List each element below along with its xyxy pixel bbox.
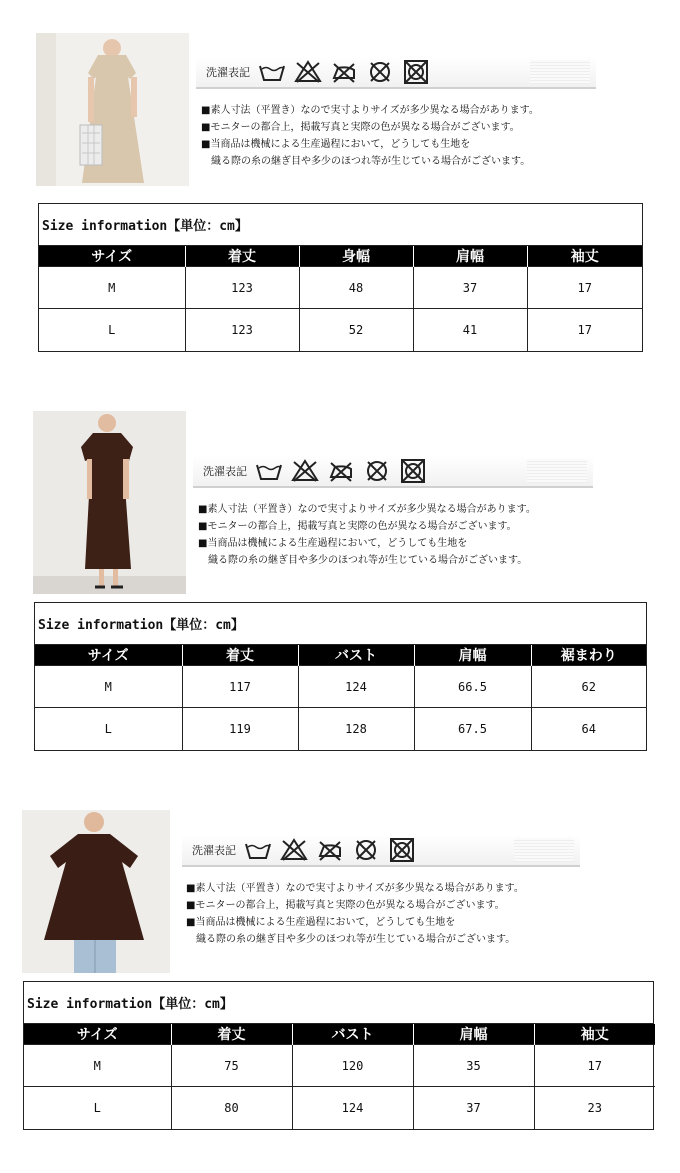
care-icons	[258, 60, 430, 84]
size-table-title: Size information【単位：cm】	[35, 603, 646, 645]
size-cell: L	[35, 708, 182, 750]
note-line: ■素人寸法（平置き）なので実寸よりサイズが多少異なる場合があります。	[201, 105, 539, 116]
table-cell: 23	[534, 1087, 655, 1129]
note-line: 織る際の糸の継ぎ目や多少のほつれ等が生じている場合がございます。	[201, 156, 531, 167]
size-table-header-row	[39, 246, 642, 267]
table-cell: 41	[413, 309, 527, 351]
column-header: 袖丈	[527, 246, 642, 267]
column-header: 肩幅	[413, 246, 527, 267]
no-bleach-icon	[280, 838, 308, 862]
size-table-box-1	[38, 203, 643, 352]
table-cell: 64	[531, 708, 646, 750]
column-header: 肩幅	[413, 1024, 534, 1045]
brown-dress-photo	[33, 411, 186, 594]
note-line: ■素人寸法（平置き）なので実寸よりサイズが多少異なる場合があります。	[186, 883, 524, 894]
care-label: 洗濯表記	[203, 465, 247, 478]
table-row	[35, 708, 646, 750]
table-row	[35, 666, 646, 708]
care-bar-shade	[514, 838, 574, 862]
no-tumble-dry-icon	[402, 60, 430, 84]
size-table-title: Size information【単位：cm】	[24, 982, 653, 1024]
care-icons	[255, 459, 427, 483]
no-bleach-icon	[291, 459, 319, 483]
no-iron-icon	[327, 459, 355, 483]
table-row	[24, 1045, 655, 1087]
note-line: ■モニターの都合上，掲載写真と実際の色が異なる場合がございます。	[186, 900, 505, 911]
size-table-box-3	[23, 981, 654, 1130]
table-cell: 124	[298, 666, 414, 708]
size-table	[24, 1024, 655, 1129]
product-photo-3	[22, 810, 170, 973]
table-cell: 62	[531, 666, 646, 708]
care-bar-shade	[527, 459, 587, 483]
note-line: ■素人寸法（平置き）なので実寸よりサイズが多少異なる場合があります。	[198, 504, 536, 515]
care-icons	[244, 838, 416, 862]
column-header: サイズ	[35, 645, 182, 666]
care-bar-shade	[530, 60, 590, 84]
table-cell: 75	[171, 1045, 292, 1087]
care-label: 洗濯表記	[192, 844, 236, 857]
brown-tunic-photo	[22, 810, 170, 973]
column-header: 身幅	[299, 246, 413, 267]
column-header: 袖丈	[534, 1024, 655, 1045]
note-line: 織る際の糸の継ぎ目や多少のほつれ等が生じている場合がございます。	[198, 555, 528, 566]
care-label-bar-2	[193, 456, 593, 488]
no-dry-clean-icon	[352, 838, 380, 862]
column-header: バスト	[298, 645, 414, 666]
note-line: ■当商品は機械による生産過程において，どうしても生地を	[186, 917, 456, 928]
size-cell: M	[35, 666, 182, 708]
table-cell: 119	[182, 708, 298, 750]
table-cell: 124	[292, 1087, 413, 1129]
column-header: サイズ	[24, 1024, 171, 1045]
no-dry-clean-icon	[366, 60, 394, 84]
table-row	[39, 267, 642, 309]
size-cell: L	[39, 309, 185, 351]
table-cell: 67.5	[414, 708, 531, 750]
size-table-header-row	[24, 1024, 655, 1045]
table-cell: 120	[292, 1045, 413, 1087]
size-cell: M	[39, 267, 185, 309]
note-line: ■当商品は機械による生産過程において，どうしても生地を	[198, 538, 468, 549]
table-cell: 123	[185, 267, 299, 309]
table-cell: 128	[298, 708, 414, 750]
size-table	[39, 246, 642, 351]
wash-tub-icon	[255, 459, 283, 483]
table-cell: 17	[527, 309, 642, 351]
table-cell: 37	[413, 1087, 534, 1129]
note-line: ■当商品は機械による生産過程において，どうしても生地を	[201, 139, 471, 150]
size-table-header-row	[35, 645, 646, 666]
notes-3	[186, 880, 524, 948]
no-tumble-dry-icon	[388, 838, 416, 862]
table-cell: 52	[299, 309, 413, 351]
size-cell: L	[24, 1087, 171, 1129]
no-iron-icon	[330, 60, 358, 84]
table-cell: 66.5	[414, 666, 531, 708]
size-table-box-2	[34, 602, 647, 751]
wash-tub-icon	[244, 838, 272, 862]
table-cell: 48	[299, 267, 413, 309]
table-row	[24, 1087, 655, 1129]
size-table	[35, 645, 646, 750]
notes-1	[201, 102, 539, 170]
product-photo-1	[36, 33, 189, 186]
column-header: バスト	[292, 1024, 413, 1045]
no-tumble-dry-icon	[399, 459, 427, 483]
no-dry-clean-icon	[363, 459, 391, 483]
note-line: ■モニターの都合上，掲載写真と実際の色が異なる場合がございます。	[201, 122, 520, 133]
table-cell: 17	[534, 1045, 655, 1087]
table-cell: 80	[171, 1087, 292, 1129]
column-header: 着丈	[171, 1024, 292, 1045]
notes-2	[198, 501, 536, 569]
table-cell: 123	[185, 309, 299, 351]
column-header: 着丈	[185, 246, 299, 267]
column-header: 肩幅	[414, 645, 531, 666]
table-cell: 37	[413, 267, 527, 309]
table-cell: 35	[413, 1045, 534, 1087]
note-line: 織る際の糸の継ぎ目や多少のほつれ等が生じている場合がございます。	[186, 934, 516, 945]
column-header: 裾まわり	[531, 645, 646, 666]
table-row	[39, 309, 642, 351]
table-cell: 17	[527, 267, 642, 309]
no-iron-icon	[316, 838, 344, 862]
column-header: 着丈	[182, 645, 298, 666]
care-label: 洗濯表記	[206, 66, 250, 79]
size-cell: M	[24, 1045, 171, 1087]
product-photo-2	[33, 411, 186, 594]
care-label-bar-1	[196, 57, 596, 89]
size-table-title: Size information【単位：cm】	[39, 204, 642, 246]
beige-dress-photo	[36, 33, 189, 186]
no-bleach-icon	[294, 60, 322, 84]
column-header: サイズ	[39, 246, 185, 267]
wash-tub-icon	[258, 60, 286, 84]
table-cell: 117	[182, 666, 298, 708]
note-line: ■モニターの都合上，掲載写真と実際の色が異なる場合がございます。	[198, 521, 517, 532]
care-label-bar-3	[182, 835, 580, 867]
